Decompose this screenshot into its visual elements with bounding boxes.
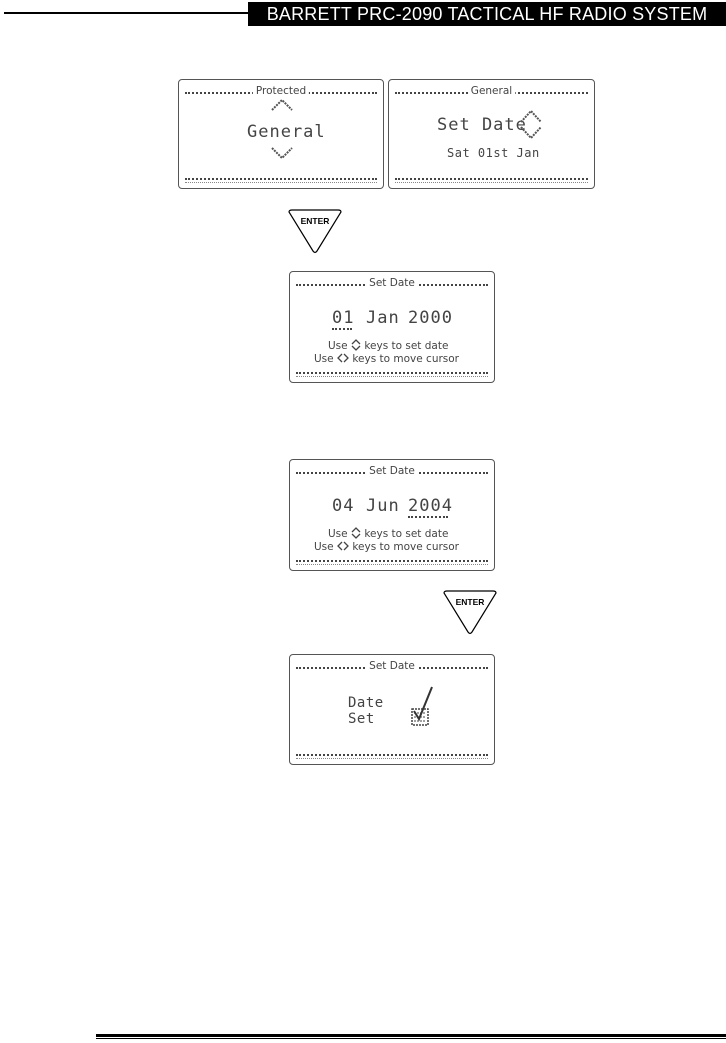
date-year-field: 2004: [408, 496, 453, 516]
lcd-date-set-confirmation: [289, 654, 495, 765]
down-arrow-icon: [270, 146, 294, 160]
page-header: [0, 0, 726, 26]
date-year-field: 2000: [408, 308, 453, 328]
enter-key-label: ENTER: [455, 597, 485, 607]
screen-title: Set Date: [366, 659, 418, 673]
up-arrow-icon: [270, 98, 294, 112]
enter-key-icon: [287, 208, 343, 254]
screen-title: General: [468, 84, 515, 98]
lcd-set-date-screen-initial: [289, 271, 495, 383]
lcd-general-screen: [388, 79, 595, 189]
left-right-arrows-icon: [337, 541, 349, 551]
checkbox-checked-icon: [408, 685, 440, 729]
enter-key-label: ENTER: [300, 216, 330, 226]
enter-key-icon: [442, 589, 498, 635]
date-day-field: 01: [332, 308, 355, 328]
date-month-field: Jun: [366, 496, 400, 516]
confirm-line-date: Date: [348, 695, 384, 711]
up-down-arrows-icon: [351, 527, 361, 539]
up-down-arrows-icon: [516, 105, 546, 143]
cursor-underline: [408, 516, 448, 518]
confirm-line-set: Set: [348, 711, 375, 727]
hint-move-cursor: Use keys to move cursor: [314, 353, 459, 365]
current-date-value: Sat 01st Jan: [447, 146, 540, 160]
screen-title: Protected: [253, 84, 309, 98]
cursor-underline: [332, 328, 352, 330]
lcd-protected-screen: [178, 79, 384, 189]
hint-set-date: Use keys to set date: [328, 340, 449, 352]
header-title: BARRETT PRC-2090 TACTICAL HF RADIO SYSTEM: [248, 2, 726, 26]
lcd-set-date-screen-edited: [289, 459, 495, 571]
left-right-arrows-icon: [337, 353, 349, 363]
page-footer-rule: [96, 1034, 726, 1040]
date-day-field: 04: [332, 496, 355, 516]
hint-set-date: Use keys to set date: [328, 528, 449, 540]
screen-title: Set Date: [366, 464, 418, 478]
header-rule: [4, 12, 248, 14]
menu-item-general: General: [247, 122, 326, 142]
hint-move-cursor: Use keys to move cursor: [314, 541, 459, 553]
up-down-arrows-icon: [351, 339, 361, 351]
screen-title: Set Date: [366, 276, 418, 290]
menu-item-set-date: Set Date: [437, 115, 527, 135]
date-month-field: Jan: [366, 308, 400, 328]
